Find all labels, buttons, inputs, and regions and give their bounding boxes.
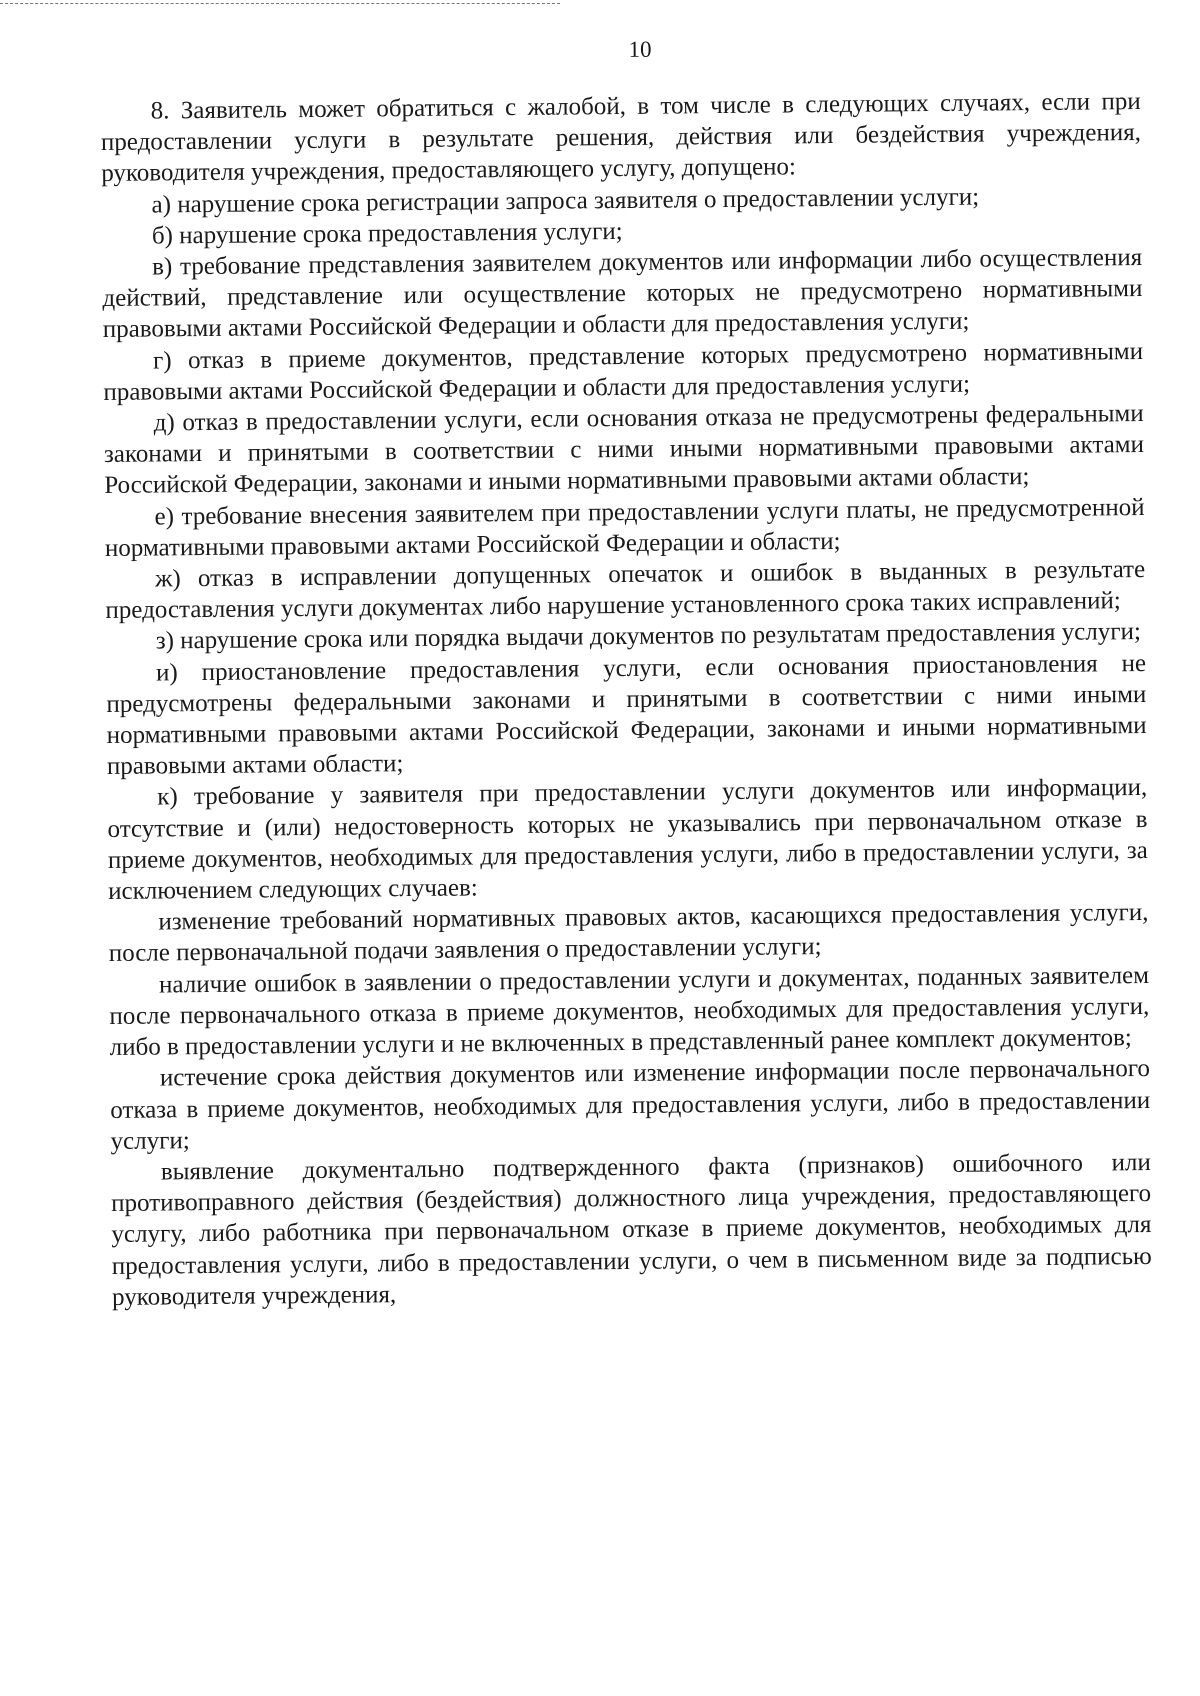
paragraph-exception-1: изменение требований нормативных правовых актов, касающихся предоставления услуги, после первоначальной подачи заявления о предоставлении услуги; [108, 899, 1149, 968]
paragraph-item-i: и) приостановление предоставления услуги, если основания приостановления не предусмотрены федеральными законами и принятыми в соответствии с ними иными нормативными правовыми актами Российской Федерации, законами и иными нормативными правовыми актами области; [106, 649, 1147, 781]
paragraph-item-zh: ж) отказ в исправлении допущенных опечаток и ошибок в выданных в результате предоставления услуги документах либо нарушение установленного срока таких исправлений; [105, 556, 1146, 625]
paragraph-exception-3: истечение срока действия документов или изменение информации после первоначального отказа в приеме документов, необходимых для предоставления услуги, либо в предоставлении услуги; [110, 1055, 1151, 1155]
paragraph-item-g: г) отказ в приеме документов, представление которых предусмотрено нормативными правовыми актами Российской Федерации и области для предоставления услуги; [103, 337, 1144, 406]
paragraph-item-a: а) нарушение срока регистрации запроса заявителя о предоставлении услуги; [151, 183, 980, 219]
paragraph-item-b: б) нарушение срока предоставления услуги; [151, 217, 623, 250]
paragraph-item-v: в) требование представления заявителем документов или информации либо осуществления действий, представление или осуществление которых не предусмотрено нормативными правовыми актами Российской Федерации и области для предоставления услуги; [102, 244, 1143, 344]
page-number: 10 [628, 36, 652, 62]
paragraph-item-e: е) требование внесения заявителем при предоставлении услуги платы, не предусмотренной нормативными правовыми актами Российской Федерации и области; [104, 493, 1145, 562]
paragraph-item-d: д) отказ в предоставлении услуги, если основания отказа не предусмотрены федеральными законами и принятыми в соответствии с ними иными нормативными правовыми актами Российской Федерации, законами и иными нормативными правовыми актами области; [103, 400, 1145, 500]
paragraph-exception-4: выявление документально подтвержденного факта (признаков) ошибочного или противоправного действия (бездействия) должностного лица учреждения, предоставляющего услугу, либо работника при первоначальном отказе в приеме документов, необходимых для предоставления услуги, либо в предоставлении услуги, о чем в письменном виде за подписью руководителя учреждения, [111, 1148, 1152, 1311]
paragraph-item-z: з) нарушение срока или порядка выдачи документов по результатам предоставления услуги; [155, 618, 1141, 655]
paragraph-exception-2: наличие ошибок в заявлении о предоставлении услуги и документах, поданных заявителем после первоначального отказа в приеме документов, необходимых для предоставления услуги, либо в предоставлении услуги и не включенных в представленный ранее комплект документов; [109, 961, 1150, 1062]
paragraph-complaint-intro: 8. Заявитель может обратиться с жалобой, в том числе в следующих случаях, если при предоставлении услуги в результате решения, действия или бездействия учреждения, руководителя учреждения, предоставляющего услугу, допущено: [100, 88, 1142, 188]
paragraph-item-k: к) требование у заявителя при предоставлении услуги документов или информации, отсутствие и (или) недостоверность которых не указывались при первоначальном отказе в приеме документов, необходимых для предоставления услуги, либо в предоставлении услуги, за исключением следующих случаев: [107, 774, 1148, 906]
scan-top-edge [0, 3, 560, 4]
document-page [100, 30, 1152, 1313]
